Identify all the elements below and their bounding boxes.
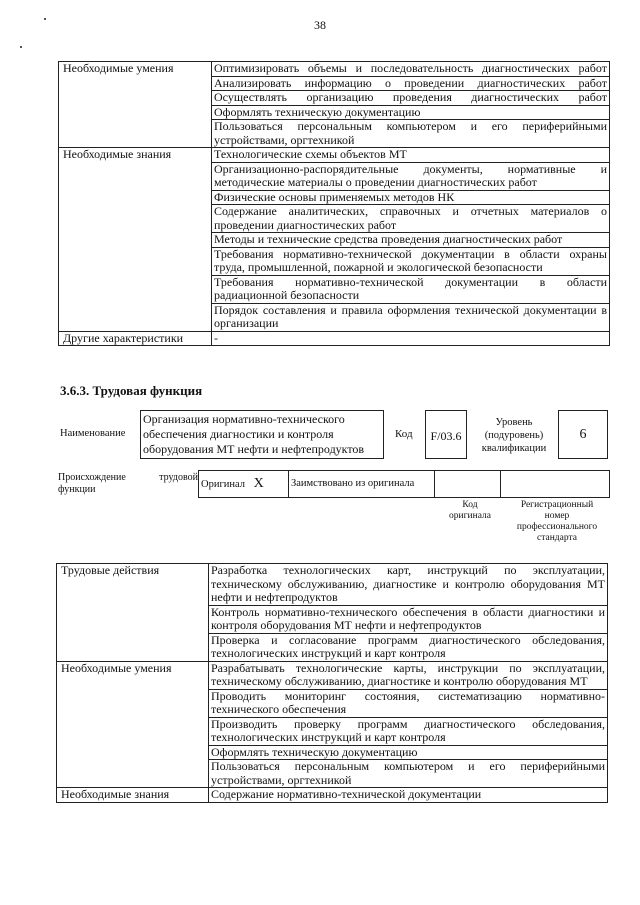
level-box <box>558 410 608 459</box>
table-cell: Содержание аналитических, справочных и отчетных материалов о проведении диагностических работ <box>212 205 610 233</box>
table-cell: Организационно-распорядительные документы, нормативные и методические материалы о проведении диагностических работ <box>212 162 610 190</box>
function-name-box <box>140 410 384 459</box>
table-cell: Порядок составления и правила оформления технической документации в организации <box>212 303 610 331</box>
row-label: Трудовые действия <box>57 564 209 662</box>
table-cell: Проводить мониторинг состояния, систематизацию нормативно-технического обеспечения <box>209 689 608 717</box>
table-cell: Требования нормативно-технической документации в области радиационной безопасности <box>212 275 610 303</box>
reg-number-cell <box>501 471 610 498</box>
origin-table <box>198 470 610 498</box>
original-label: Оригинал <box>201 478 245 490</box>
original-mark: X <box>253 475 264 491</box>
code-original-cell <box>435 471 501 498</box>
table-cell: Оформлять техническую документацию <box>209 745 608 760</box>
scan-speck <box>44 18 46 20</box>
original-cell <box>199 471 289 498</box>
row-label: Необходимые знания <box>57 788 209 803</box>
table-cell: Осуществлять организацию проведения диагностических работ <box>212 91 610 106</box>
actions-skills-knowledge-table-2 <box>56 563 608 803</box>
row-label: Необходимые умения <box>57 661 209 788</box>
skills-knowledge-table-1 <box>58 61 610 346</box>
table-cell: Анализировать информацию о проведении диагностических работ <box>212 76 610 91</box>
scan-speck <box>20 46 22 48</box>
table-cell: Методы и технические средства проведения диагностических работ <box>212 233 610 248</box>
borrowed-cell <box>289 471 435 498</box>
table-cell: Технологические схемы объектов МТ <box>212 148 610 163</box>
table-cell: Контроль нормативно-технического обеспечения в области диагностики и контроля оборудования МТ нефти и нефтепродуктов <box>209 605 608 633</box>
row-label: Другие характеристики <box>59 331 212 346</box>
table-cell: - <box>212 331 610 346</box>
code-label: Код <box>395 428 413 440</box>
level-label: Уровень (подуровень) квалификации <box>481 417 547 454</box>
section-title: 3.6.3. Трудовая функция <box>60 383 203 398</box>
table-cell: Разрабатывать технологические карты, инструкции по эксплуатации, техническому обслуживанию, диагностике и контролю оборудования МТ <box>209 661 608 689</box>
row-label: Необходимые умения <box>59 62 212 148</box>
table-cell: Требования нормативно-технической документации в области охраны труда, промышленной, пожарной и экологической безопасности <box>212 247 610 275</box>
borrowed-label: Заимствовано из оригинала <box>291 478 415 489</box>
code-original-caption: Код оригинала <box>449 500 491 521</box>
table-cell: Пользоваться персональным компьютером и его периферийными устройствами, оргтехникой <box>212 120 610 148</box>
table-cell: Физические основы применяемых методов НК <box>212 190 610 205</box>
reg-number-caption: Регистрационный номер профессионального стандарта <box>516 500 598 543</box>
page-number: 38 <box>314 18 326 32</box>
row-label: Необходимые знания <box>59 148 212 332</box>
table-cell: Разработка технологических карт, инструкций по эксплуатации, техническому обслуживанию, диагностике и контролю оборудования МТ нефти и нефтепродуктов <box>209 564 608 606</box>
origin-label: Происхождение трудовой функции <box>58 472 198 495</box>
table-cell: Содержание нормативно-технической документации <box>209 788 608 803</box>
table-cell: Оформлять техническую документацию <box>212 105 610 120</box>
level-value: 6 <box>579 427 587 442</box>
table-cell: Пользоваться персональным компьютером и его периферийными устройствами, оргтехникой <box>209 760 608 788</box>
name-label: Наименование <box>60 428 126 439</box>
table-cell: Производить проверку программ диагностического обследования, технологических инструкций и карт контроля <box>209 717 608 745</box>
table-cell: Проверка и согласование программ диагностического обследования, технологических инструкций и карт контроля <box>209 633 608 661</box>
table-cell: Оптимизировать объемы и последовательность диагностических работ <box>212 62 610 77</box>
code-box <box>425 410 467 459</box>
function-name-value: Организация нормативно-технического обеспечения диагностики и контроля оборудования МТ нефти и нефтепродуктов <box>143 412 365 456</box>
code-value: F/03.6 <box>430 429 462 443</box>
